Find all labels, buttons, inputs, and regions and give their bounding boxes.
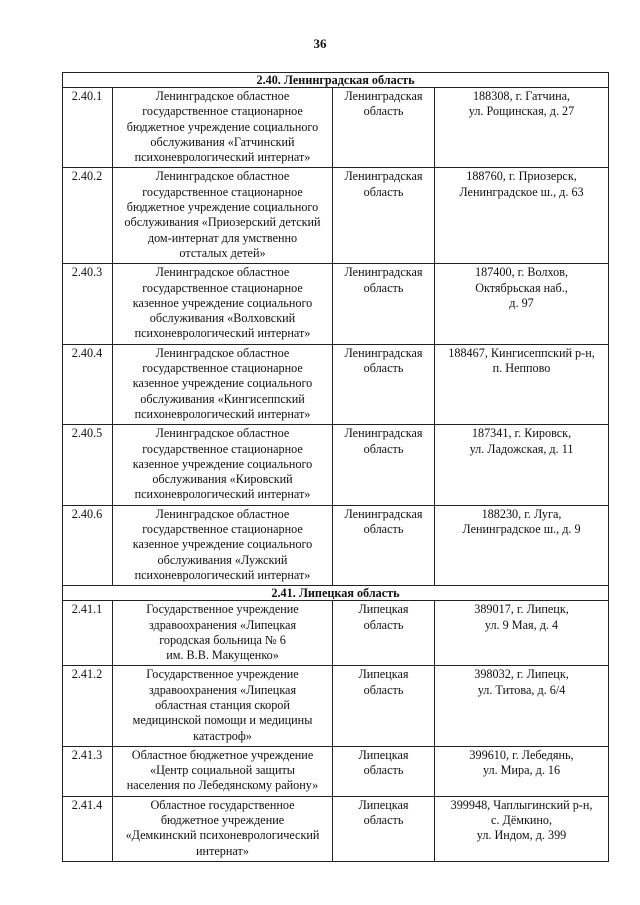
cell-line: ул. 9 Мая, д. 4 [484, 617, 559, 632]
address [435, 601, 609, 666]
cell-line: населения по Лебедянскому району» [126, 778, 319, 793]
institution-name [113, 601, 333, 666]
cell-line: Ленинградская [344, 89, 423, 103]
region [333, 666, 435, 746]
region [333, 746, 435, 796]
row-number: 2.40.4 [63, 344, 113, 424]
table-row [63, 425, 609, 505]
cell-line: государственное стационарное [142, 104, 303, 119]
address [435, 168, 609, 264]
cell-line: ул. Индом, д. 399 [476, 828, 567, 843]
address [435, 425, 609, 505]
cell-line: психоневрологический интернат» [134, 567, 311, 582]
cell-line: ул. Рощинская, д. 27 [468, 104, 575, 119]
cell-line: Ленинградское областное [155, 345, 290, 360]
region [333, 264, 435, 344]
institution-name [113, 88, 333, 168]
row-number: 2.41.4 [63, 796, 113, 861]
cell-line: область [363, 813, 404, 828]
cell-line: обслуживания «Волховский [149, 311, 296, 326]
cell-line: область [363, 280, 404, 295]
cell-line: область [363, 617, 404, 632]
cell-line: государственное стационарное [142, 522, 303, 537]
table-row [63, 264, 609, 344]
cell-line: Ленинградская [344, 345, 423, 360]
row-number: 2.40.6 [63, 505, 113, 585]
cell-line: ул. Титова, д. 6/4 [477, 682, 566, 697]
cell-line: область [363, 184, 404, 199]
cell-line: Областное бюджетное учреждение [131, 747, 314, 762]
cell-line: Липецкая [358, 797, 409, 812]
cell-line: здравоохранения «Липецкая [148, 617, 297, 632]
cell-line: п. Неппово [492, 361, 551, 376]
cell-line: казенное учреждение социального [132, 376, 313, 391]
cell-line: обслуживания «Кингисеппский [140, 391, 305, 406]
cell-line: 398032, г. Липецк, [474, 667, 569, 682]
cell-line: д. 97 [509, 295, 534, 310]
table-row [63, 344, 609, 424]
section-title: 2.41. Липецкая область [63, 586, 609, 601]
cell-line: катастроф» [193, 728, 252, 743]
cell-line: Ленинградское областное [155, 426, 290, 441]
table-row [63, 666, 609, 746]
address [435, 344, 609, 424]
cell-line: 188308, г. Гатчина, [472, 89, 571, 103]
cell-line: психоневрологический интернат» [134, 487, 311, 502]
institution-name [113, 666, 333, 746]
address [435, 666, 609, 746]
institution-name [113, 796, 333, 861]
cell-line: им. В.В. Макущенко» [166, 648, 279, 663]
cell-line: Ленинградское ш., д. 63 [459, 184, 584, 199]
cell-line: Липецкая [358, 747, 409, 762]
cell-line: Ленинградское областное [155, 506, 290, 521]
cell-line: государственное стационарное [142, 184, 303, 199]
institutions-table [62, 72, 609, 862]
cell-line: Ленинградская [344, 169, 423, 184]
cell-line: бюджетное учреждение [160, 813, 285, 828]
cell-line: Ленинградское областное [155, 89, 290, 103]
cell-line: здравоохранения «Липецкая [148, 682, 297, 697]
institutions-table-body [63, 73, 609, 862]
cell-line: Ленинградская [344, 265, 423, 280]
row-number: 2.41.1 [63, 601, 113, 666]
institution-name [113, 746, 333, 796]
cell-line: областная станция скорой [155, 697, 290, 712]
cell-line: обслуживания «Лужский [157, 552, 288, 567]
cell-line: бюджетное учреждение социального [126, 200, 319, 215]
cell-line: казенное учреждение социального [132, 295, 313, 310]
region [333, 425, 435, 505]
table-row [63, 601, 609, 666]
cell-line: с. Дёмкино, [491, 813, 553, 828]
cell-line: ул. Мира, д. 16 [482, 763, 561, 778]
region [333, 505, 435, 585]
section-header-row [63, 73, 609, 88]
cell-line: государственное стационарное [142, 441, 303, 456]
cell-line: Областное государственное [150, 797, 295, 812]
cell-line: 187400, г. Волхов, [475, 265, 569, 280]
cell-line: Липецкая [358, 602, 409, 617]
cell-line: Государственное учреждение [146, 667, 299, 682]
page-number: 36 [313, 36, 327, 51]
cell-line: психоневрологический интернат» [134, 406, 311, 421]
cell-line: государственное стационарное [142, 361, 303, 376]
institution-name [113, 425, 333, 505]
cell-line: психоневрологический интернат» [134, 326, 311, 341]
institution-name [113, 264, 333, 344]
cell-line: область [363, 522, 404, 537]
table-row [63, 746, 609, 796]
cell-line: область [363, 682, 404, 697]
region [333, 168, 435, 264]
cell-line: Государственное учреждение [146, 602, 299, 617]
cell-line: обслуживания «Гатчинский [150, 134, 295, 149]
cell-line: медицинской помощи и медицины [132, 713, 313, 728]
cell-line: обслуживания «Кировский [152, 472, 293, 487]
table-row [63, 796, 609, 861]
cell-line: 187341, г. Кировск, [471, 426, 572, 441]
institution-name [113, 168, 333, 264]
table-row [63, 88, 609, 168]
cell-line: Липецкая [358, 667, 409, 682]
cell-line: казенное учреждение социального [132, 537, 313, 552]
region [333, 796, 435, 861]
address [435, 796, 609, 861]
cell-line: область [363, 763, 404, 778]
row-number: 2.41.2 [63, 666, 113, 746]
cell-line: отсталых детей» [179, 245, 266, 260]
row-number: 2.40.3 [63, 264, 113, 344]
cell-line: 188467, Кингисеппский р-н, [448, 345, 595, 360]
cell-line: городская больница № 6 [159, 632, 286, 647]
address [435, 88, 609, 168]
cell-line: ул. Ладожская, д. 11 [469, 441, 574, 456]
cell-line: психоневрологический интернат» [134, 150, 311, 165]
cell-line: бюджетное учреждение социального [126, 119, 319, 134]
cell-line: 188760, г. Приозерск, [466, 169, 577, 184]
address [435, 746, 609, 796]
address [435, 264, 609, 344]
cell-line: интернат» [196, 843, 249, 858]
cell-line: «Центр социальной защиты [150, 763, 295, 778]
cell-line: Ленинградское областное [155, 169, 290, 184]
row-number: 2.40.1 [63, 88, 113, 168]
cell-line: область [363, 361, 404, 376]
cell-line: государственное стационарное [142, 280, 303, 295]
table-row [63, 505, 609, 585]
cell-line: казенное учреждение социального [132, 456, 313, 471]
cell-line: 188230, г. Луга, [481, 506, 562, 521]
cell-line: 399948, Чаплыгинский р-н, [450, 797, 593, 812]
cell-line: Ленинградская [344, 426, 423, 441]
institution-name [113, 505, 333, 585]
cell-line: Октябрьская наб., [475, 280, 568, 295]
cell-line: 399610, г. Лебедянь, [469, 747, 574, 762]
cell-line: дом-интернат для умственно [147, 230, 298, 245]
row-number: 2.40.2 [63, 168, 113, 264]
cell-line: Ленинградское ш., д. 9 [462, 522, 581, 537]
region [333, 601, 435, 666]
row-number: 2.40.5 [63, 425, 113, 505]
institution-name [113, 344, 333, 424]
section-title: 2.40. Ленинградская область [63, 73, 609, 88]
cell-line: обслуживания «Приозерский детский [124, 215, 321, 230]
cell-line: область [363, 104, 404, 119]
cell-line: Ленинградское областное [155, 265, 290, 280]
cell-line: Ленинградская [344, 506, 423, 521]
table-row [63, 168, 609, 264]
cell-line: 389017, г. Липецк, [474, 602, 569, 617]
address [435, 505, 609, 585]
cell-line: «Демкинский психоневрологический [125, 828, 320, 843]
region [333, 88, 435, 168]
region [333, 344, 435, 424]
section-header-row [63, 586, 609, 601]
row-number: 2.41.3 [63, 746, 113, 796]
cell-line: область [363, 441, 404, 456]
